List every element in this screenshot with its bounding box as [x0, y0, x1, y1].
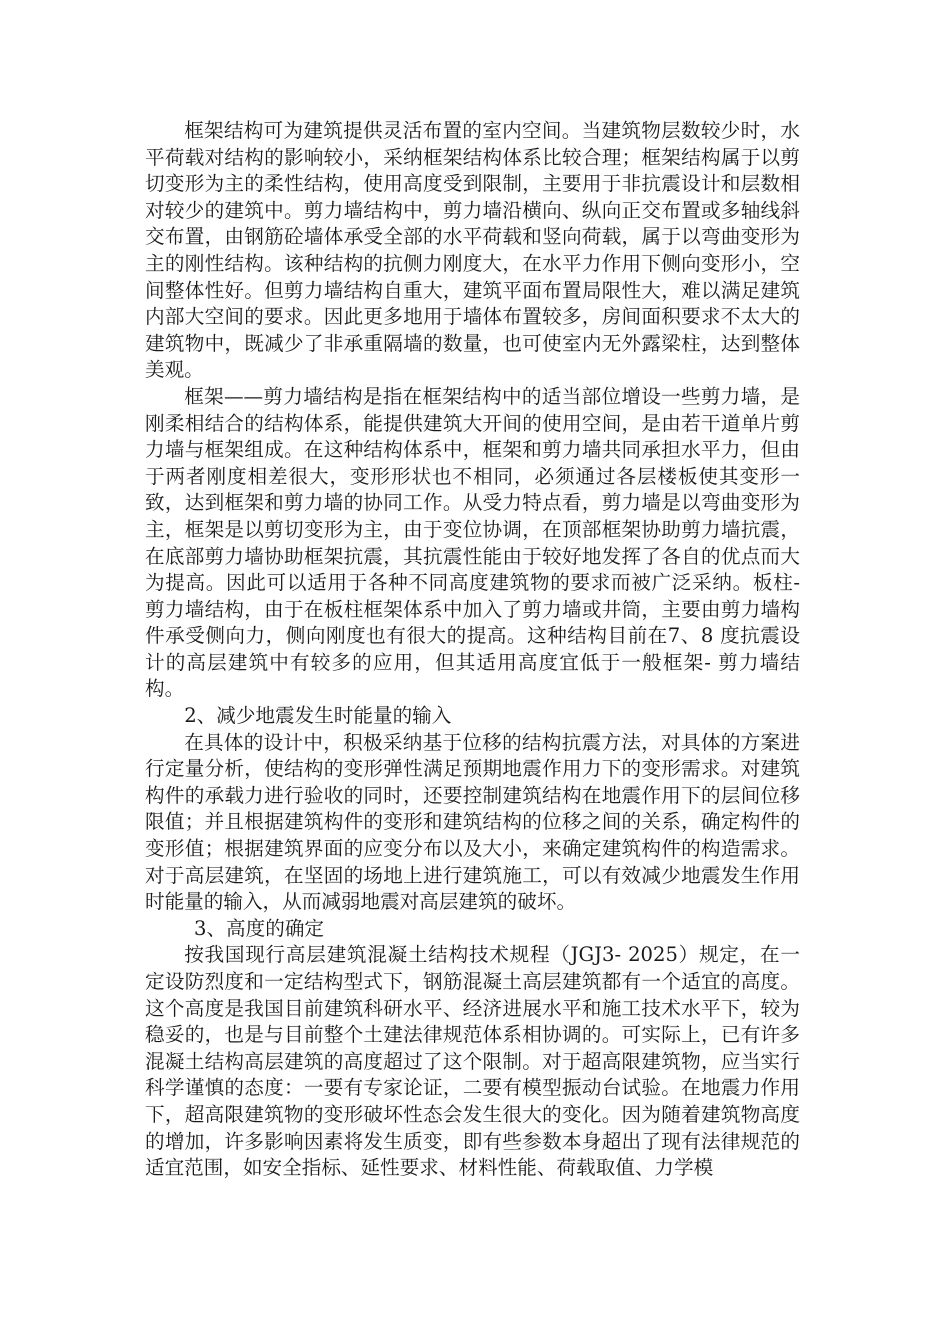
paragraph-frame-structure: 框架结构可为建筑提供灵活布置的室内空间。当建筑物层数较少时，水平荷载对结构的影响较小，采纳框架结构体系比较合理；框架结构属于以剪切变形为主的柔性结构，使用高度受到限制，主要用于非抗震设计和层数相对较少的建筑中。剪力墙结构中，剪力墙沿横向、纵向正交布置或多轴线斜交布置，由钢筋砼墙体承受全部的水平荷载和竖向荷载，属于以弯曲变形为主的刚性结构。该种结构的抗侧力刚度大，在水平力作用下侧向变形小，空间整体性好。但剪力墙结构自重大，建筑平面布置局限性大，难以满足建筑内部大空间的要求。因此更多地用于墙体布置较多，房间面积要求不太大的建筑物中，既减少了非承重隔墙的数量，也可使室内无外露梁柱，达到整体美观。 — [145, 119, 800, 382]
paragraph-seismic-design: 在具体的设计中，积极采纳基于位移的结构抗震方法，对具体的方案进行定量分析，使结构的变形弹性满足预期地震作用力下的变形需求。对建筑构件的承载力进行验收的同时，还要控制建筑结构在地震作用下的层间位移限值；并且根据建筑构件的变形和建筑结构的位移之间的关系，确定构件的变形值；根据建筑界面的应变分布以及大小，来确定建筑构件的构造需求。对于高层建筑，在坚固的场地上进行建筑施工，可以有效减少地震发生作用时能量的输入，从而减弱地震对高层建筑的破坏。 — [145, 730, 800, 914]
section-heading-height: 3、高度的确定 — [194, 916, 325, 940]
paragraph-frame-shear-wall: 框架——剪力墙结构是指在框架结构中的适当部位增设一些剪力墙，是刚柔相结合的结构体系，能提供建筑大开间的使用空间，是由若干道单片剪力墙与框架组成。在这种结构体系中，框架和剪力墙共同承担水平力，但由于两者刚度相差很大，变形形状也不相同，必须通过各层楼板使其变形一致，达到框架和剪力墙的协同工作。从受力特点看，剪力墙是以弯曲变形为主，框架是以剪切变形为主，由于变位协调，在顶部框架协助剪力墙抗震，在底部剪力墙协助框架抗震，其抗震性能由于较好地发挥了各自的优点而大为提高。因此可以适用于各种不同高度建筑物的要求而被广泛采纳。板柱- 剪力墙结构，由于在板柱框架体系中加入了剪力墙或井筒，主要由剪力墙构件承受侧向力，侧向刚度也有很大的提高。这种结构目前在7、8 度抗震设计的高层建筑中有较多的应用，但其适用高度宜低于一般框架- 剪力墙结构。 — [145, 384, 800, 701]
section-heading-seismic-energy: 2、减少地震发生时能量的输入 — [184, 704, 452, 728]
paragraph-height-regulation: 按我国现行高层建筑混凝土结构技术规程（JGJ3- 2025）规定，在一定设防烈度和一定结构型式下，钢筋混凝土高层建筑都有一个适宜的高度。这个高度是我国目前建筑科研水平、经济进展水平和施工技术水平下，较为稳妥的，也是与目前整个土建法律规范体系相协调的。可实际上，已有许多混凝土结构高层建筑的高度超过了这个限制。对于超高限建筑物，应当实行科学谨慎的态度：一要有专家论证，二要有模型振动台试验。在地震力作用下，超高限建筑物的变形破坏性态会发生很大的变化。因为随着建筑物高度的增加，许多影响因素将发生质变，即有些参数本身超出了现有法律规范的适宜范围，如安全指标、延性要求、材料性能、荷载取值、力学模 — [145, 943, 800, 1180]
